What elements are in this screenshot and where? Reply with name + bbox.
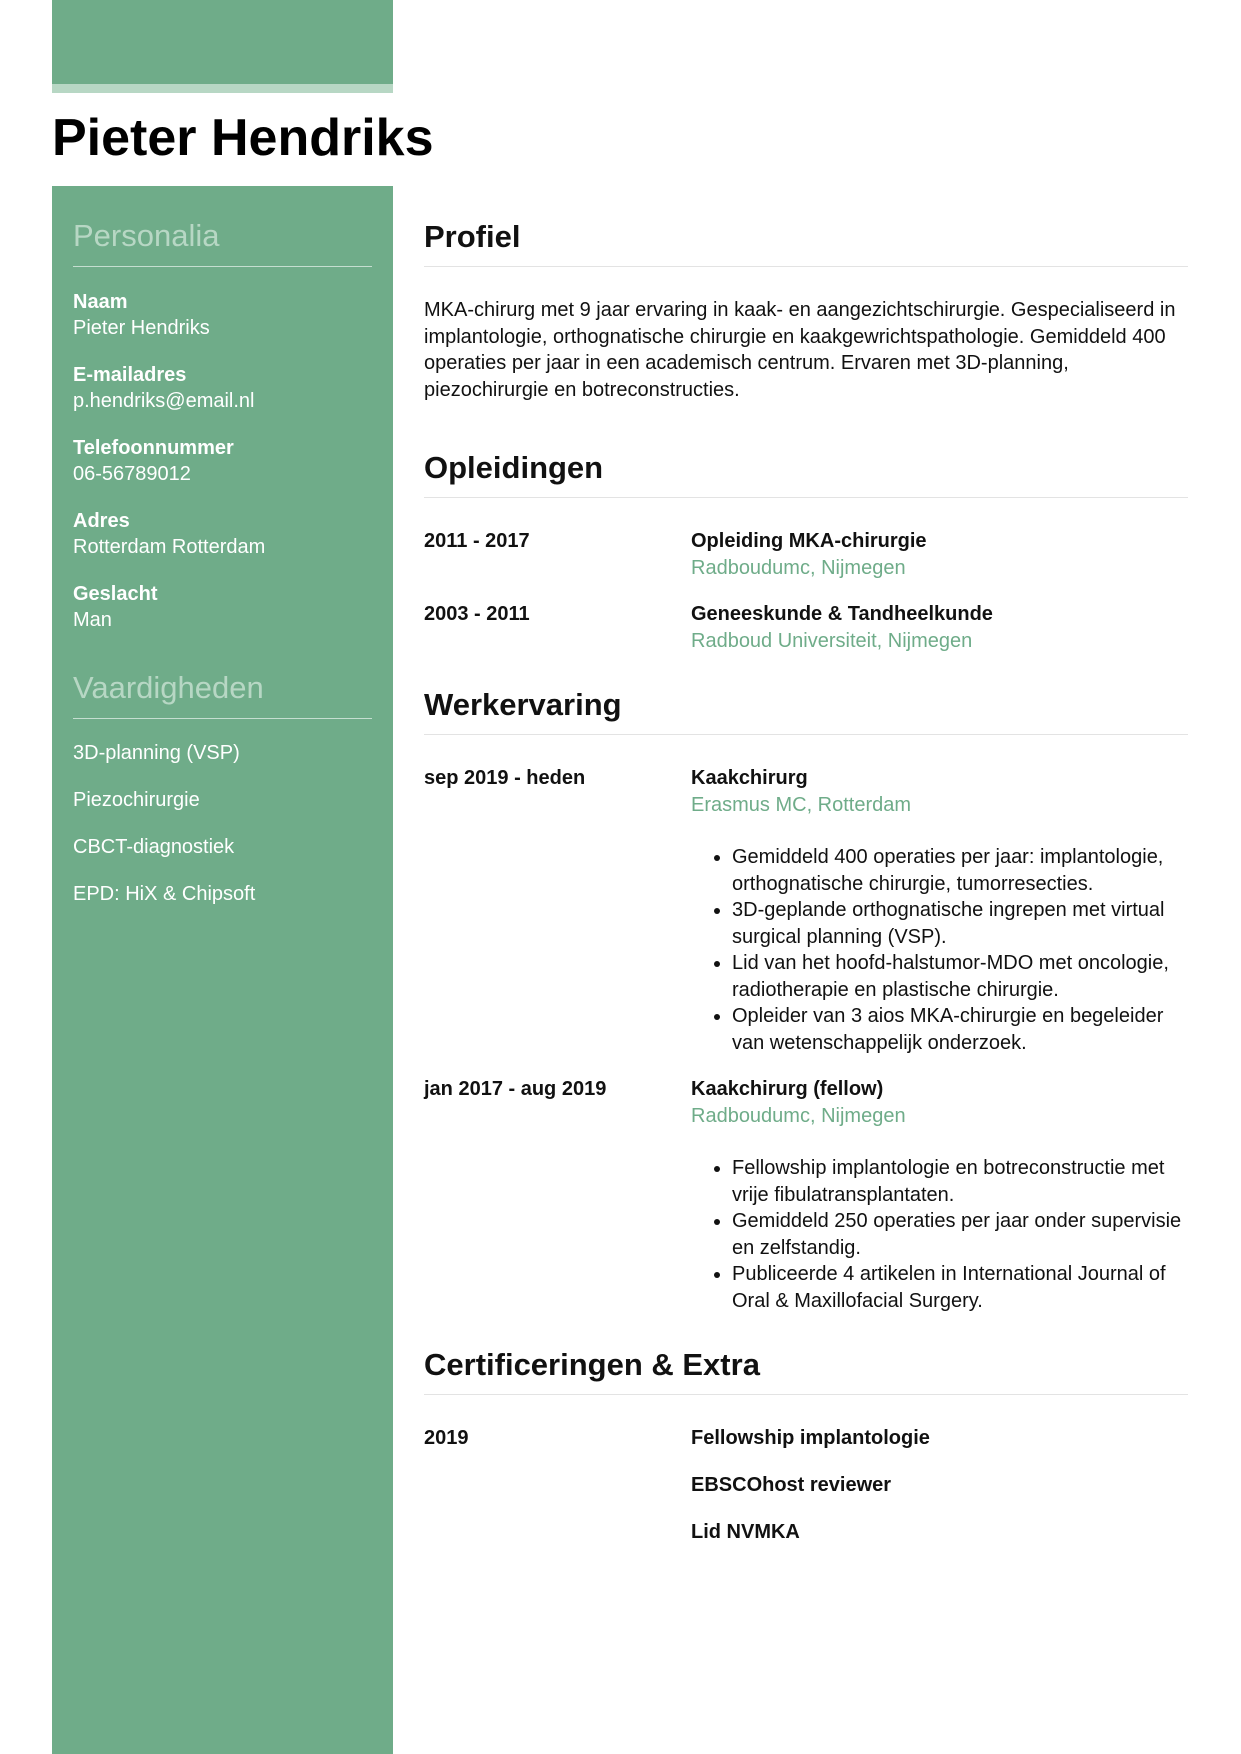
certification-item: Fellowship implantologie — [691, 1427, 930, 1449]
education-title: Geneeskunde & Tandheelkunde — [691, 603, 993, 625]
certification-year: 2019 — [424, 1427, 469, 1449]
education-institution: Radboudumc, Nijmegen — [691, 556, 906, 579]
personal-value: Rotterdam Rotterdam — [73, 536, 266, 558]
profile-heading: Profiel — [424, 206, 1188, 267]
personal-value: 06-56789012 — [73, 463, 191, 485]
education-entry — [424, 528, 1188, 581]
bullet-item: • Opleider van 3 aios MKA-chirurgie en begeleider van wetenschappelijk onderzoek. — [732, 1003, 1188, 1056]
skill-item: Piezochirurgie — [73, 789, 200, 811]
personal-item-email — [73, 362, 372, 415]
bullet-item: • Fellowship implantologie en botreconstructie met vrije fibulatransplantaten. — [732, 1155, 1188, 1208]
bullet-item: • 3D-geplande orthognatische ingrepen met virtual surgical planning (VSP). — [732, 897, 1188, 950]
certifications-heading: Certificeringen & Extra — [424, 1334, 1188, 1395]
work-entry — [424, 1076, 1188, 1314]
work-entry — [424, 765, 1188, 1056]
personal-item-address — [73, 508, 372, 561]
personal-label: Adres — [73, 510, 130, 532]
certification-item: Lid NVMKA — [691, 1521, 800, 1543]
work-bullets — [691, 1155, 1188, 1314]
education-heading: Opleidingen — [424, 437, 1188, 498]
skill-item: CBCT-diagnostiek — [73, 836, 235, 858]
education-title: Opleiding MKA-chirurgie — [691, 530, 927, 552]
main-content — [424, 206, 1188, 1566]
personal-label: Geslacht — [73, 583, 158, 605]
profile-text: MKA-chirurg met 9 jaar ervaring in kaak- en aangezichtschirurgie. Gespecialiseerd in implantologie, orthognatische chirurgie en kaakgewrichtspathologie. Gemiddeld 400 operaties per jaar in een academisch centrum. Ervaren met 3D-planning, piezochirurgie en botreconstructies. — [424, 299, 1176, 401]
work-title: Kaakchirurg (fellow) — [691, 1078, 884, 1100]
education-institution: Radboud Universiteit, Nijmegen — [691, 629, 973, 652]
personal-heading: Personalia — [73, 217, 372, 267]
personal-value: Man — [73, 609, 112, 631]
work-dates: jan 2017 - aug 2019 — [424, 1078, 607, 1100]
personal-value: p.hendriks@email.nl — [73, 390, 255, 412]
personal-details — [73, 289, 372, 634]
work-employer: Radboudumc, Nijmegen — [691, 1104, 906, 1127]
work-heading: Werkervaring — [424, 674, 1188, 735]
bullet-item: • Publiceerde 4 artikelen in International Journal of Oral & Maxillofacial Surgery. — [732, 1261, 1188, 1314]
education-entry — [424, 601, 1188, 654]
certification-item: EBSCOhost reviewer — [691, 1474, 892, 1496]
work-list — [424, 765, 1188, 1314]
work-bullets — [691, 844, 1188, 1056]
work-title: Kaakchirurg — [691, 767, 808, 789]
education-dates: 2003 - 2011 — [424, 603, 530, 625]
bullet-item: • Gemiddeld 400 operaties per jaar: implantologie, orthognatische chirurgie, tumorresecties. — [732, 844, 1188, 897]
education-list — [424, 528, 1188, 654]
header-color-block — [52, 0, 393, 84]
bullet-item: • Gemiddeld 250 operaties per jaar onder supervisie en zelfstandig. — [732, 1208, 1188, 1261]
skill-item: 3D-planning (VSP) — [73, 742, 240, 764]
personal-item-name — [73, 289, 372, 342]
personal-label: Naam — [73, 291, 128, 313]
work-employer: Erasmus MC, Rotterdam — [691, 793, 912, 816]
header-accent-strip — [52, 84, 393, 93]
certifications-list — [424, 1425, 1188, 1566]
skills-list — [73, 740, 372, 908]
sidebar — [52, 186, 393, 1754]
personal-value: Pieter Hendriks — [73, 317, 210, 339]
personal-label: E-mailadres — [73, 364, 187, 386]
personal-label: Telefoonnummer — [73, 437, 234, 459]
education-dates: 2011 - 2017 — [424, 530, 530, 552]
candidate-name: Pieter Hendriks — [52, 109, 434, 167]
skill-item: EPD: HiX & Chipsoft — [73, 883, 256, 905]
personal-item-gender — [73, 581, 372, 634]
skills-heading: Vaardigheden — [73, 669, 372, 719]
bullet-item: • Lid van het hoofd-halstumor-MDO met oncologie, radiotherapie en plastische chirurgie. — [732, 950, 1188, 1003]
work-dates: sep 2019 - heden — [424, 767, 586, 789]
personal-item-phone — [73, 435, 372, 488]
